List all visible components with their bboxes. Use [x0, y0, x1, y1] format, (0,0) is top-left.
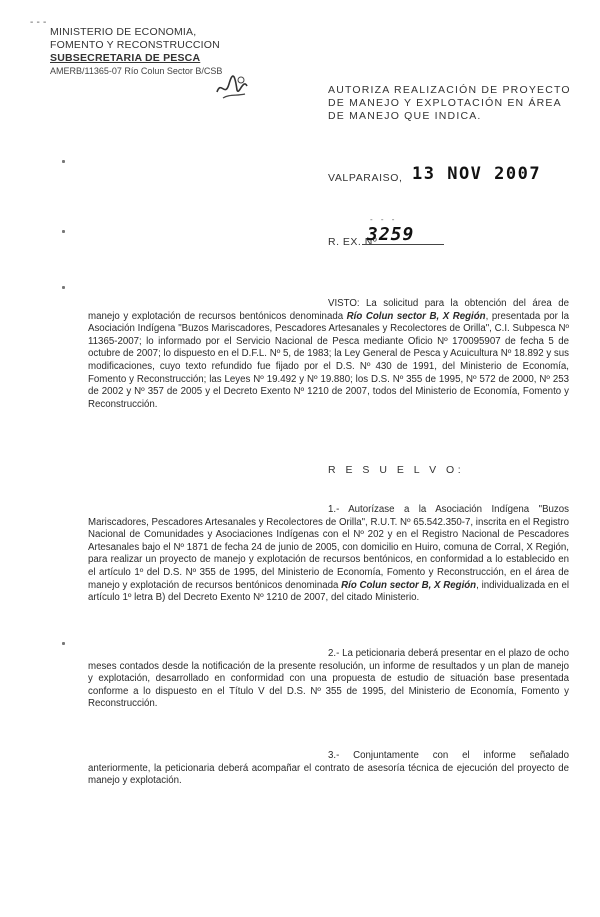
visto-paragraph	[88, 298, 569, 411]
article-1-area-name: Río Colun sector B, X Región	[341, 579, 477, 591]
resuelvo-heading: R E S U E L V O:	[328, 464, 465, 476]
resolution-underline	[362, 244, 444, 245]
place-label: VALPARAISO,	[328, 172, 403, 184]
document-subject: AUTORIZA REALIZACIÓN DE PROYECTO DE MANEJO Y EXPLOTACIÓN EN ÁREA DE MANEJO QUE INDICA.	[328, 84, 571, 122]
signature-initials	[213, 72, 251, 102]
ministry-name-line2: FOMENTO Y RECONSTRUCCION	[50, 39, 220, 51]
article-3-text: 3.- Conjuntamente con el informe señalado anteriormente, la peticionaria deberá acompañar el contrato de asesoría técnica de ejecución del proyecto de manejo y explotación.	[88, 750, 569, 787]
visto-text-b: , presentada por la Asociación Indígena "Buzos Mariscadores, Pescadores Artesanales y Recolectores de Orilla", C.I. Subpesca Nº 11365-2007; lo informado por el Servicio Nacional de Pesca mediante Oficio Nº 170095907 de fecha 5 de octubre de 2007; lo dispuesto en el D.F.L. Nº 5, de 1983; la Ley General de Pesca y Acuicultura Nº 18.892 y sus modificaciones, cuyo texto refundido fue fijado por el D.S. Nº 430 de 1991, del Ministerio de Economía, Fomento y Reconstrucción; las Leyes Nº 19.492 y Nº 19.880; los D.S. Nº 355 de 1995, Nº 572 de 2000, Nº 253 de 2002 y Nº 357 de 2005 y el Decreto Exento Nº 1210 de 2007, todos del Ministerio de Economía, Fomento y Reconstrucción.	[88, 310, 569, 410]
ministry-name-line1: MINISTERIO DE ECONOMIA,	[50, 26, 197, 38]
date-stamp: 13 NOV 2007	[412, 164, 542, 184]
article-3	[88, 750, 569, 788]
subsecretaria-name: SUBSECRETARIA DE PESCA	[50, 52, 201, 64]
article-2-text: 2.- La peticionaria deberá presentar en el plazo de ocho meses contados desde la notificación de la presente resolución, un informe de resultados y un plan de manejo y explotación, desarrollado en conformidad con una propuesta de estudio de situación base presentada conforme a lo dispuesto en el Título V del D.S. Nº 355 de 1995, del Ministerio de Economía, Fomento y Reconstrucción.	[88, 648, 569, 710]
margin-mark	[62, 642, 65, 645]
article-1	[88, 504, 569, 605]
document-reference: AMERB/11365-07 Río Colun Sector B/CSB	[50, 66, 223, 76]
resolution-label: R. EX. Nº	[328, 236, 378, 248]
visto-label: VISTO:	[328, 298, 360, 309]
resolution-marks: - - -	[370, 215, 398, 224]
article-2	[88, 648, 569, 711]
margin-mark	[62, 160, 65, 163]
article-1-text-b: , individualizada en el artículo 1º letra B) del Decreto Exento Nº 1210 de 2007, del citado Ministerio.	[88, 579, 569, 604]
article-1-text-a: 1.- Autorízase a la Asociación Indígena "Buzos Mariscadores, Pescadores Artesanales y Recolectores de Orilla", R.U.T. Nº 65.542.350-7, inscrita en el Registro Nacional de Comunidades y Asociaciones Indígenas con el Nº 202 y en el Registro Nacional de Pescadores Artesanales bajo el Nº 1871 de fecha 24 de junio de 2005, con domicilio en Huiro, comuna de Corral, X Región, para realizar un proyecto de manejo y explotación de recursos bentónicos, en conformidad a lo establecido en el artículo 1º del D.S. Nº 355 de 1995, del Ministerio de Economía, Fomento y Reconstrucción, en el área de manejo y explotación de recursos bentónicos denominada	[88, 504, 569, 591]
resolution-number: 3259	[367, 224, 415, 245]
margin-mark	[62, 230, 65, 233]
header-dash: - - -	[30, 17, 47, 28]
visto-area-name: Río Colun sector B, X Región	[346, 310, 486, 322]
margin-mark	[62, 286, 65, 289]
visto-text-a: La solicitud para la obtención del área de manejo y explotación de recursos bentónicos denominada	[88, 298, 569, 322]
